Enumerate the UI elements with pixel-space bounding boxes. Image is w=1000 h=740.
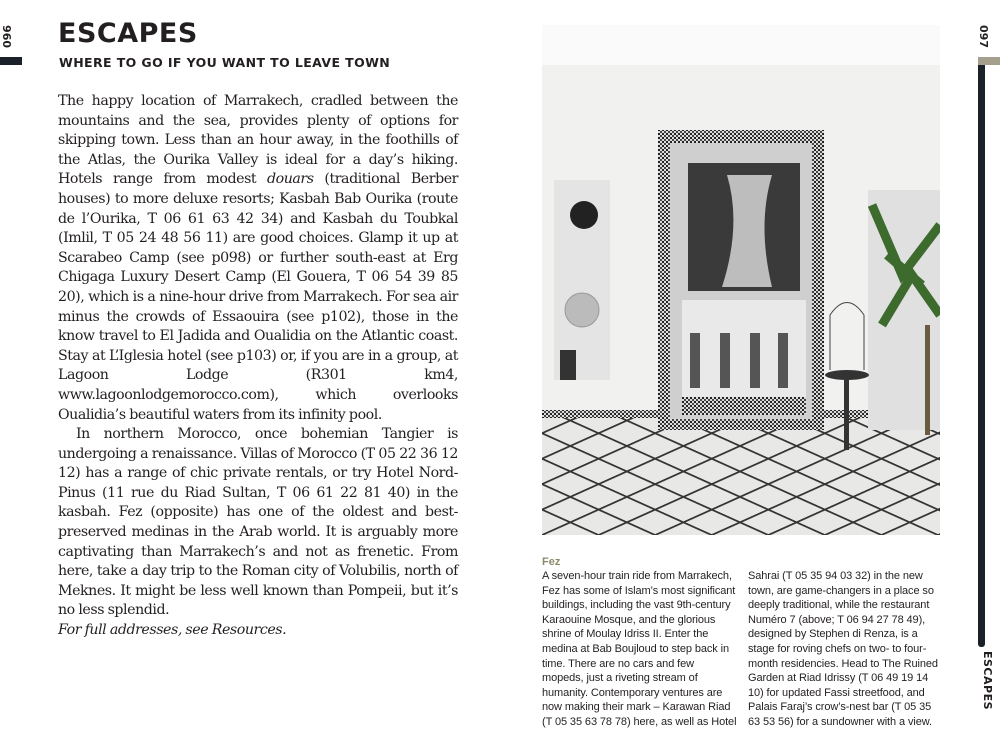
paragraph-2: In northern Morocco, once bohemian Tangier is undergoing a renaissance. Villas of Morocco (T 05 22 36 12 12) has a range of chic private rentals, or try Hotel Nord-Pinus (11 rue du Riad Sultan, T 06 61 22 81 40) in the kasbah. Fez (opposite) has one of the oldest and best-preserved medinas in the Arab world. It is arguably more captivating than Marrakech’s and not as frenetic. From here, take a day trip to the Roman city of Volubilis, north of Meknes. It might be less well known than Pompeii, but it’s no less splendid. <box>58 426 458 619</box>
side-section-label <box>977 650 995 711</box>
text-run: The happy location of Marrakech, cradled between the mountains and the sea, provides plenty of options for skipping town. Less than an hour away, in the foothills of the Atlas, the Ourika Valley is ideal for a day’s hiking. Hotels range from modest <box>58 93 458 188</box>
caption-column-2: Sahrai (T 05 35 94 03 32) in the new town, are game-changers in a place so deeply traditional, while the restaurant Numéro 7 (above; T 06 94 27 78 49), designed by Stephen di Renza, is a stage for roving chefs on two- to four-month residencies. Head to The Ruined Garden at Riad Idrissy (T 06 49 19 14 10) for updated Fassi streetfood, and Palais Faraj’s crow’s-nest bar (T 05 35 63 53 56) for a sundowner with a view. <box>748 570 938 728</box>
page-number-left <box>0 22 18 52</box>
page-number-text: 096 <box>0 25 14 48</box>
section-marker-bar <box>0 57 22 65</box>
page-title: ESCAPES <box>58 18 198 49</box>
body-text <box>58 92 458 641</box>
page-number-right <box>976 22 994 52</box>
photo-illustration <box>542 25 940 535</box>
paragraph-1 <box>58 92 458 425</box>
side-label-text: ESCAPES <box>981 650 995 711</box>
section-marker-beige <box>978 57 1000 65</box>
photo-restaurant-interior <box>542 25 940 535</box>
caption-column-1: A seven-hour train ride from Marrakech, Fez has some of Islam’s most significant buildings, including the vast 9th-century Karaouine Mosque, and the glorious shrine of Moulay Idriss II. Enter the medina at Bab Boujloud to step back in time. There are no cars and few mopeds, just a riveting stream of humanity. Contemporary ventures are now making their mark – Karawan Riad (T 05 35 63 78 78) here, as well as Hotel <box>542 570 737 728</box>
italic-term: douars <box>266 171 314 188</box>
resources-note: For full addresses, see Resources. <box>58 622 287 639</box>
page-number-text: 097 <box>976 25 990 48</box>
text-run: (traditional Berber houses) to more deluxe resorts; Kasbah Bab Ourika (route de l’Ourika, T 06 61 63 42 34) and Kasbah du Toubkal (Imlil, T 05 24 48 56 11) are good choices. Glamp it up at Scarabeo Camp (see p098) or further south-east at Erg Chigaga Luxury Desert Camp (El Gouera, T 06 54 39 85 20), which is a nine-hour drive from Marrakech. For sea air minus the crowds of Essaouira (see p102), those in the know travel to El Jadida and Oualidia on the Atlantic coast. Stay at L’Iglesia hotel (see p103) or, if you are in a group, at Lagoon Lodge (R301 km4, www.lagoonlodgemorocco.com), which overlooks Oualidia’s beautiful waters from its infinity pool. <box>58 171 458 423</box>
caption-heading: Fez <box>542 556 561 568</box>
page-subtitle: WHERE TO GO IF YOU WANT TO LEAVE TOWN <box>59 55 391 70</box>
section-progress-bar <box>978 65 985 647</box>
